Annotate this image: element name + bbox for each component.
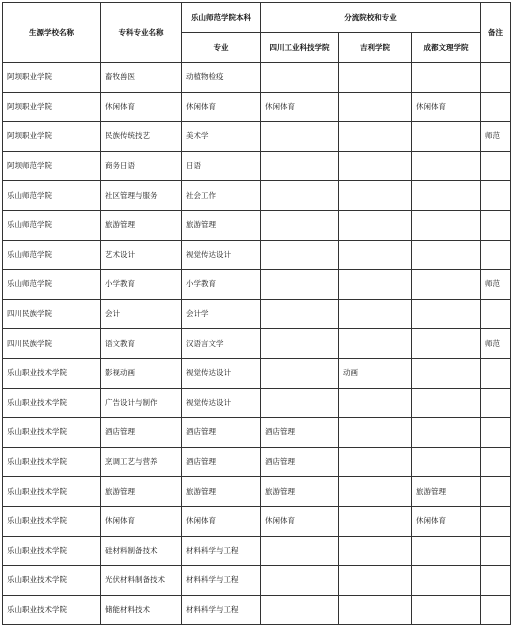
cell-major: 烹调工艺与营养 [101,447,182,477]
cell-chengdu-wenli [412,358,481,388]
cell-school: 乐山师范学院 [3,240,101,270]
table-row [3,240,511,270]
cell-leshan: 旅游管理 [182,210,261,240]
cell-sichuan-tech: 休闲体育 [261,92,339,122]
cell-major: 影视动画 [101,358,182,388]
cell-school: 乐山师范学院 [3,181,101,211]
cell-sichuan-tech: 旅游管理 [261,477,339,507]
cell-major: 畜牧兽医 [101,63,182,93]
cell-jili [339,122,412,152]
cell-school: 乐山职业技术学院 [3,358,101,388]
cell-leshan: 休闲体育 [182,92,261,122]
cell-note [481,477,511,507]
cell-sichuan-tech [261,566,339,596]
table-row [3,92,511,122]
cell-jili [339,506,412,536]
cell-jili [339,210,412,240]
cell-jili [339,92,412,122]
cell-school: 乐山职业技术学院 [3,566,101,596]
header-sichuan-tech: 四川工业科技学院 [261,33,339,63]
cell-leshan: 社会工作 [182,181,261,211]
cell-chengdu-wenli [412,151,481,181]
cell-leshan: 汉语言文学 [182,329,261,359]
cell-major: 休闲体育 [101,92,182,122]
cell-school: 四川民族学院 [3,299,101,329]
cell-chengdu-wenli [412,63,481,93]
cell-major: 商务日语 [101,151,182,181]
cell-note [481,63,511,93]
cell-major: 广告设计与制作 [101,388,182,418]
cell-leshan: 小学教育 [182,270,261,300]
cell-chengdu-wenli: 旅游管理 [412,477,481,507]
cell-school: 乐山师范学院 [3,270,101,300]
cell-major: 艺术设计 [101,240,182,270]
table-row [3,299,511,329]
cell-school: 乐山师范学院 [3,210,101,240]
cell-major: 旅游管理 [101,477,182,507]
cell-leshan: 材料科学与工程 [182,566,261,596]
cell-leshan: 美术学 [182,122,261,152]
cell-leshan: 会计学 [182,299,261,329]
cell-note [481,536,511,566]
cell-chengdu-wenli [412,536,481,566]
cell-chengdu-wenli [412,210,481,240]
cell-leshan: 酒店管理 [182,418,261,448]
cell-sichuan-tech: 休闲体育 [261,506,339,536]
cell-chengdu-wenli [412,595,481,625]
cell-chengdu-wenli [412,566,481,596]
cell-sichuan-tech [261,388,339,418]
transfer-table [2,2,511,625]
table-row [3,536,511,566]
cell-major: 会计 [101,299,182,329]
table-row [3,477,511,507]
cell-jili [339,270,412,300]
cell-major: 旅游管理 [101,210,182,240]
cell-leshan: 视觉传达设计 [182,358,261,388]
cell-major: 民族传统技艺 [101,122,182,152]
cell-chengdu-wenli [412,122,481,152]
table-row [3,329,511,359]
cell-leshan: 酒店管理 [182,447,261,477]
cell-sichuan-tech [261,329,339,359]
cell-major: 储能材料技术 [101,595,182,625]
table-row [3,358,511,388]
cell-sichuan-tech [261,181,339,211]
cell-chengdu-wenli: 休闲体育 [412,92,481,122]
header-note: 备注 [481,3,511,63]
cell-note [481,181,511,211]
cell-school: 乐山职业技术学院 [3,477,101,507]
cell-jili [339,477,412,507]
cell-note [481,566,511,596]
cell-leshan: 休闲体育 [182,506,261,536]
cell-jili [339,151,412,181]
cell-note [481,418,511,448]
cell-note [481,299,511,329]
cell-jili [339,63,412,93]
cell-jili [339,240,412,270]
cell-jili [339,388,412,418]
cell-school: 阿坝职业学院 [3,122,101,152]
cell-jili [339,566,412,596]
cell-sichuan-tech: 酒店管理 [261,418,339,448]
cell-school: 乐山职业技术学院 [3,447,101,477]
cell-sichuan-tech [261,299,339,329]
cell-leshan: 动植物检疫 [182,63,261,93]
cell-school: 乐山职业技术学院 [3,536,101,566]
cell-chengdu-wenli [412,270,481,300]
cell-note [481,210,511,240]
cell-chengdu-wenli [412,418,481,448]
cell-school: 乐山职业技术学院 [3,388,101,418]
cell-chengdu-wenli [412,329,481,359]
cell-sichuan-tech: 酒店管理 [261,447,339,477]
cell-note [481,388,511,418]
cell-jili [339,299,412,329]
cell-jili [339,536,412,566]
cell-major: 硅材料制备技术 [101,536,182,566]
cell-school: 阿坝职业学院 [3,92,101,122]
cell-note [481,92,511,122]
table-row [3,388,511,418]
cell-jili [339,595,412,625]
cell-major: 休闲体育 [101,506,182,536]
header-source-school: 生源学校名称 [3,3,101,63]
cell-note [481,151,511,181]
cell-school: 乐山职业技术学院 [3,506,101,536]
cell-major: 酒店管理 [101,418,182,448]
cell-jili [339,447,412,477]
cell-school: 阿坝师范学院 [3,151,101,181]
table-row [3,210,511,240]
header-chengdu-wenli: 成都文理学院 [412,33,481,63]
cell-sichuan-tech [261,536,339,566]
header-jili: 吉利学院 [339,33,412,63]
table-row [3,151,511,181]
cell-jili: 动画 [339,358,412,388]
cell-note [481,358,511,388]
cell-chengdu-wenli: 休闲体育 [412,506,481,536]
cell-note [481,240,511,270]
table-row [3,181,511,211]
cell-leshan: 视觉传达设计 [182,388,261,418]
cell-leshan: 视觉传达设计 [182,240,261,270]
cell-sichuan-tech [261,122,339,152]
table-row [3,270,511,300]
cell-sichuan-tech [261,240,339,270]
cell-jili [339,329,412,359]
cell-leshan: 材料科学与工程 [182,536,261,566]
cell-note [481,506,511,536]
header-branch: 分流院校和专业 [261,3,481,33]
cell-chengdu-wenli [412,388,481,418]
cell-chengdu-wenli [412,240,481,270]
cell-major: 小学教育 [101,270,182,300]
cell-school: 乐山职业技术学院 [3,418,101,448]
cell-jili [339,181,412,211]
header-leshan-sub: 专业 [182,33,261,63]
cell-sichuan-tech [261,210,339,240]
cell-leshan: 材料科学与工程 [182,595,261,625]
table-row [3,122,511,152]
cell-school: 四川民族学院 [3,329,101,359]
cell-jili [339,418,412,448]
cell-note: 师范 [481,329,511,359]
table-row [3,595,511,625]
cell-note: 师范 [481,122,511,152]
cell-sichuan-tech [261,63,339,93]
cell-major: 光伏材料制备技术 [101,566,182,596]
cell-school: 乐山职业技术学院 [3,595,101,625]
table-row [3,418,511,448]
cell-sichuan-tech [261,151,339,181]
header-leshan-title: 乐山师范学院本科 [182,3,261,33]
table-row [3,447,511,477]
cell-leshan: 日语 [182,151,261,181]
cell-sichuan-tech [261,358,339,388]
cell-note [481,595,511,625]
table-row [3,63,511,93]
header-major: 专科专业名称 [101,3,182,63]
table-row [3,506,511,536]
cell-major: 社区管理与服务 [101,181,182,211]
cell-note: 师范 [481,270,511,300]
cell-note [481,447,511,477]
cell-chengdu-wenli [412,447,481,477]
cell-major: 语文教育 [101,329,182,359]
cell-school: 阿坝职业学院 [3,63,101,93]
cell-sichuan-tech [261,270,339,300]
cell-chengdu-wenli [412,181,481,211]
cell-chengdu-wenli [412,299,481,329]
cell-sichuan-tech [261,595,339,625]
table-row [3,566,511,596]
cell-leshan: 旅游管理 [182,477,261,507]
